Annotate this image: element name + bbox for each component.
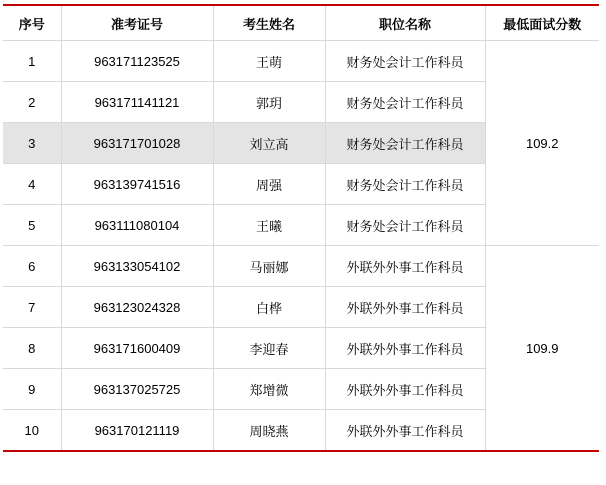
cell-ticket: 963171600409	[61, 328, 213, 369]
cell-ticket: 963171123525	[61, 41, 213, 82]
table-row	[3, 41, 599, 82]
cell-index: 5	[3, 205, 61, 246]
cell-ticket: 963139741516	[61, 164, 213, 205]
cell-min-score: 109.2	[485, 41, 599, 246]
cell-index: 2	[3, 82, 61, 123]
cell-name: 郭玥	[213, 82, 325, 123]
cell-post: 外联外外事工作科员	[325, 369, 485, 410]
table-header-row	[3, 5, 599, 41]
cell-name: 刘立高	[213, 123, 325, 164]
cell-index: 6	[3, 246, 61, 287]
cell-index: 3	[3, 123, 61, 164]
cell-name: 王曦	[213, 205, 325, 246]
column-header-post: 职位名称	[325, 5, 485, 41]
cell-index: 1	[3, 41, 61, 82]
table-header	[3, 5, 599, 41]
cell-post: 财务处会计工作科员	[325, 205, 485, 246]
cell-ticket: 963123024328	[61, 287, 213, 328]
cell-index: 10	[3, 410, 61, 452]
interview-score-table	[3, 4, 599, 452]
table-row	[3, 246, 599, 287]
cell-name: 李迎春	[213, 328, 325, 369]
cell-ticket: 963133054102	[61, 246, 213, 287]
cell-name: 周晓燕	[213, 410, 325, 452]
column-header-ticket: 准考证号	[61, 5, 213, 41]
cell-post: 财务处会计工作科员	[325, 82, 485, 123]
cell-ticket: 963170121119	[61, 410, 213, 452]
cell-post: 财务处会计工作科员	[325, 41, 485, 82]
cell-name: 白桦	[213, 287, 325, 328]
cell-min-score: 109.9	[485, 246, 599, 452]
column-header-min-score: 最低面试分数	[485, 5, 599, 41]
cell-name: 马丽娜	[213, 246, 325, 287]
cell-index: 4	[3, 164, 61, 205]
cell-post: 外联外外事工作科员	[325, 328, 485, 369]
cell-index: 9	[3, 369, 61, 410]
column-header-name: 考生姓名	[213, 5, 325, 41]
cell-post: 财务处会计工作科员	[325, 164, 485, 205]
cell-ticket: 963137025725	[61, 369, 213, 410]
cell-post: 外联外外事工作科员	[325, 287, 485, 328]
cell-ticket: 963111080104	[61, 205, 213, 246]
cell-post: 外联外外事工作科员	[325, 410, 485, 452]
cell-index: 8	[3, 328, 61, 369]
cell-index: 7	[3, 287, 61, 328]
cell-post: 财务处会计工作科员	[325, 123, 485, 164]
table-body	[3, 41, 599, 452]
cell-ticket: 963171701028	[61, 123, 213, 164]
column-header-index: 序号	[3, 5, 61, 41]
cell-post: 外联外外事工作科员	[325, 246, 485, 287]
cell-name: 郑增微	[213, 369, 325, 410]
cell-ticket: 963171141121	[61, 82, 213, 123]
cell-name: 周强	[213, 164, 325, 205]
cell-name: 王萌	[213, 41, 325, 82]
